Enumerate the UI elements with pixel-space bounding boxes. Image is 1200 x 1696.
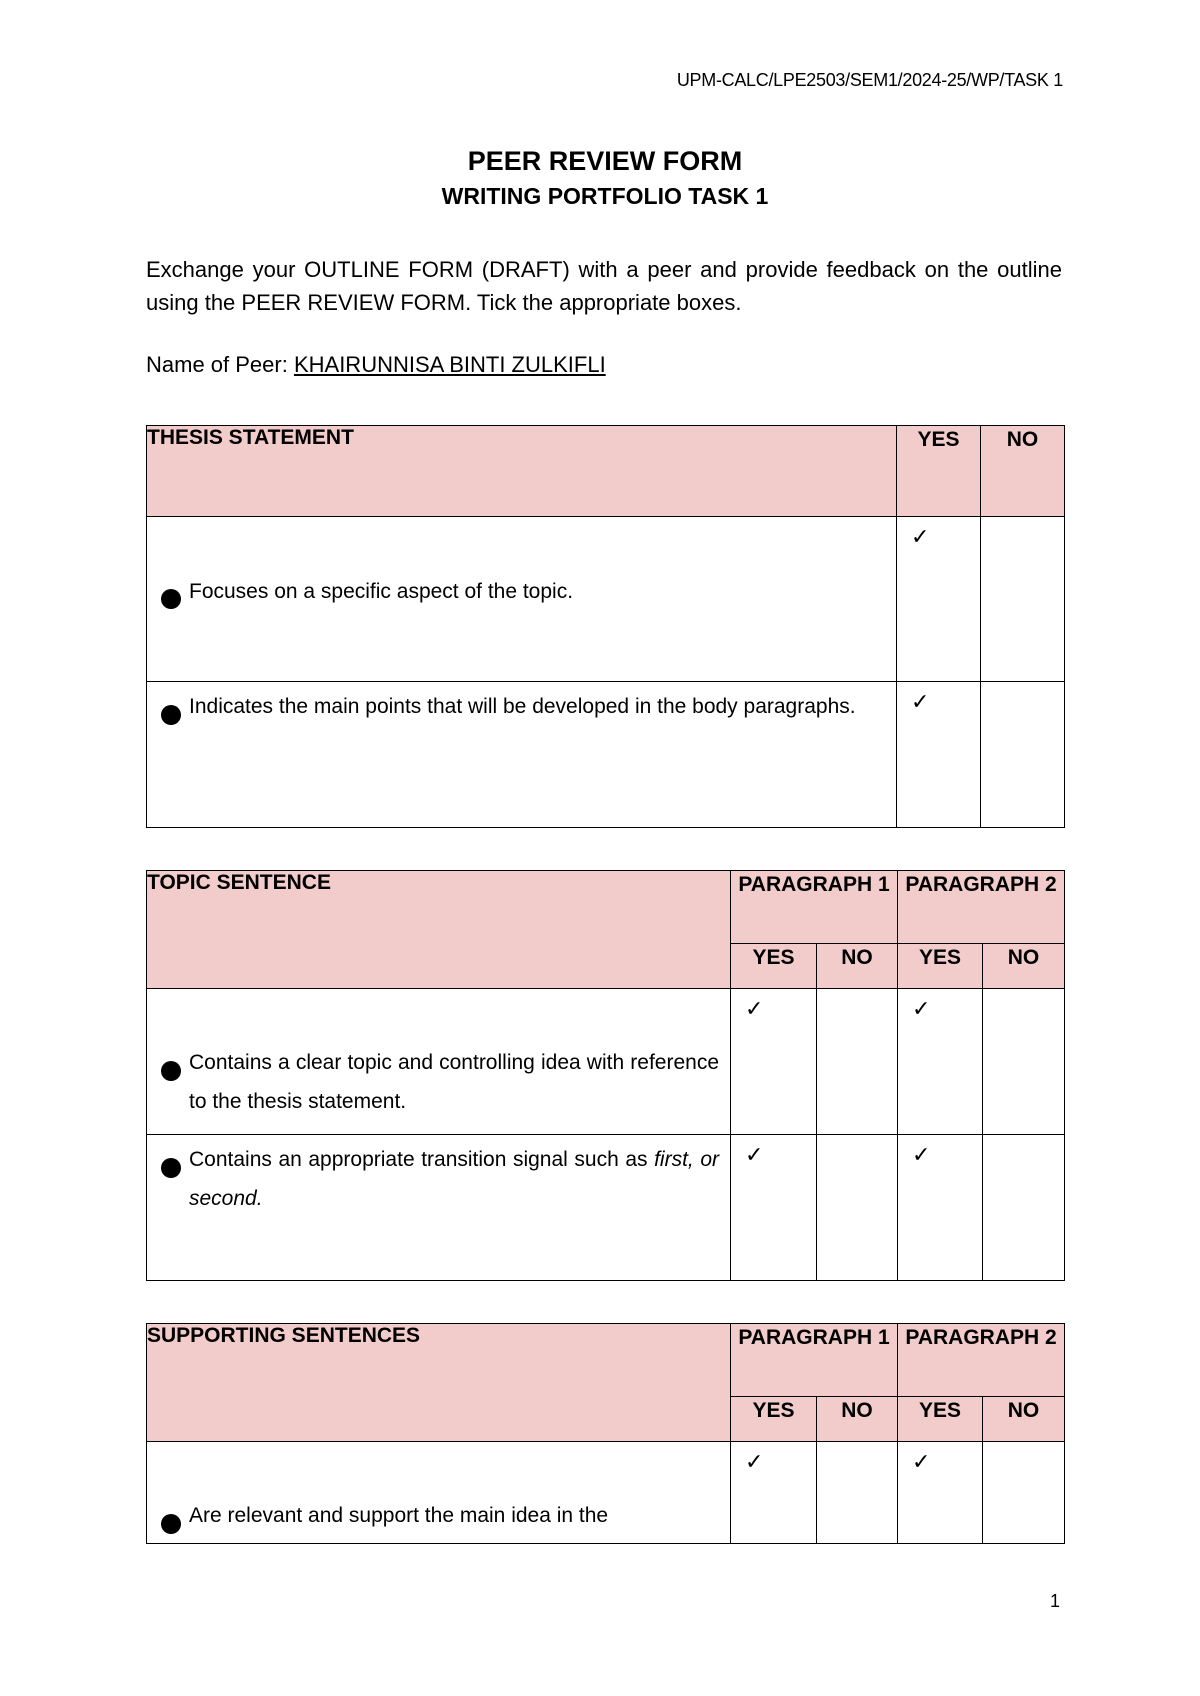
topic-p2-yes-cell-2[interactable] <box>898 1135 983 1281</box>
tick-icon <box>983 989 1064 997</box>
supporting-p1-yes-header: YES <box>731 1397 817 1442</box>
bullet-icon <box>161 705 181 725</box>
criterion-text: Contains a clear topic and controlling idea with reference to the thesis statement. <box>189 1051 719 1113</box>
criterion-example-text: first, or second. <box>189 1148 719 1210</box>
tick-icon: ✓ <box>911 524 930 549</box>
supporting-paragraph-2-header: PARAGRAPH 2 <box>898 1324 1065 1397</box>
topic-p1-yes-header: YES <box>731 944 817 989</box>
supporting-p1-no-cell-1[interactable] <box>817 1442 898 1544</box>
topic-sentence-table <box>146 870 1065 1281</box>
thesis-criterion-1 <box>147 517 897 682</box>
tick-icon: ✓ <box>745 1142 764 1167</box>
peer-name-label: Name of Peer: <box>146 352 294 377</box>
topic-p2-yes-header: YES <box>898 944 983 989</box>
page-number: 1 <box>1050 1591 1061 1611</box>
thesis-heading: THESIS STATEMENT <box>147 426 897 517</box>
topic-p1-yes-cell-1[interactable] <box>731 989 817 1135</box>
tick-icon: ✓ <box>912 1449 931 1474</box>
peer-name-line <box>146 352 606 378</box>
topic-p1-no-header: NO <box>817 944 898 989</box>
supporting-p2-yes-header: YES <box>898 1397 983 1442</box>
supporting-sentences-table <box>146 1323 1065 1544</box>
topic-p2-yes-cell-1[interactable] <box>898 989 983 1135</box>
bullet-icon <box>161 589 181 609</box>
tick-icon <box>981 682 1064 690</box>
topic-paragraph-2-header: PARAGRAPH 2 <box>898 871 1065 944</box>
tick-icon <box>817 1135 897 1143</box>
thesis-yes-cell-2[interactable] <box>897 682 981 828</box>
topic-p1-no-cell-2[interactable] <box>817 1135 898 1281</box>
supporting-p1-no-header: NO <box>817 1397 898 1442</box>
thesis-no-cell-2[interactable] <box>981 682 1065 828</box>
supporting-criterion-1 <box>147 1442 731 1544</box>
page-title: PEER REVIEW FORM <box>467 146 743 176</box>
thesis-no-header: NO <box>981 426 1065 517</box>
tick-icon <box>817 989 897 997</box>
supporting-heading: SUPPORTING SENTENCES <box>147 1324 731 1442</box>
tick-icon <box>981 517 1064 525</box>
bullet-icon <box>161 1514 181 1534</box>
thesis-no-cell-1[interactable] <box>981 517 1065 682</box>
peer-name-value: KHAIRUNNISA BINTI ZULKIFLI <box>293 352 606 377</box>
thesis-yes-header: YES <box>897 426 981 517</box>
topic-criterion-2 <box>147 1135 731 1281</box>
tick-icon: ✓ <box>745 996 764 1021</box>
supporting-p2-no-header: NO <box>983 1397 1065 1442</box>
tick-icon <box>983 1135 1064 1143</box>
tick-icon: ✓ <box>912 1142 931 1167</box>
instructions: Exchange your OUTLINE FORM (DRAFT) with a peer and provide feedback on the outline using the PEER REVIEW FORM. Tick the appropriate boxes. <box>146 257 1062 315</box>
thesis-statement-table <box>146 425 1065 828</box>
bullet-icon <box>161 1158 181 1178</box>
page-subtitle: WRITING PORTFOLIO TASK 1 <box>441 183 769 209</box>
criterion-text: Contains an appropriate transition signal such as <box>189 1148 648 1171</box>
tick-icon: ✓ <box>911 689 930 714</box>
supporting-paragraph-1-header: PARAGRAPH 1 <box>731 1324 898 1397</box>
thesis-yes-cell-1[interactable] <box>897 517 981 682</box>
topic-heading: TOPIC SENTENCE <box>147 871 731 989</box>
topic-p1-no-cell-1[interactable] <box>817 989 898 1135</box>
tick-icon: ✓ <box>745 1449 764 1474</box>
supporting-p1-yes-cell-1[interactable] <box>731 1442 817 1544</box>
topic-p1-yes-cell-2[interactable] <box>731 1135 817 1281</box>
criterion-text: Indicates the main points that will be developed in the body paragraphs. <box>189 695 856 718</box>
topic-p2-no-cell-2[interactable] <box>983 1135 1065 1281</box>
criterion-text: Are relevant and support the main idea in the <box>189 1504 609 1527</box>
thesis-criterion-2 <box>147 682 897 828</box>
bullet-icon <box>161 1061 181 1081</box>
document-code: UPM-CALC/LPE2503/SEM1/2024-25/WP/TASK 1 <box>676 70 1063 90</box>
tick-icon <box>817 1442 897 1450</box>
criterion-text: Focuses on a specific aspect of the topic. <box>189 580 574 603</box>
supporting-p2-yes-cell-1[interactable] <box>898 1442 983 1544</box>
tick-icon: ✓ <box>912 996 931 1021</box>
supporting-p2-no-cell-1[interactable] <box>983 1442 1065 1544</box>
topic-p2-no-header: NO <box>983 944 1065 989</box>
topic-paragraph-1-header: PARAGRAPH 1 <box>731 871 898 944</box>
topic-criterion-1 <box>147 989 731 1135</box>
topic-p2-no-cell-1[interactable] <box>983 989 1065 1135</box>
tick-icon <box>983 1442 1064 1450</box>
